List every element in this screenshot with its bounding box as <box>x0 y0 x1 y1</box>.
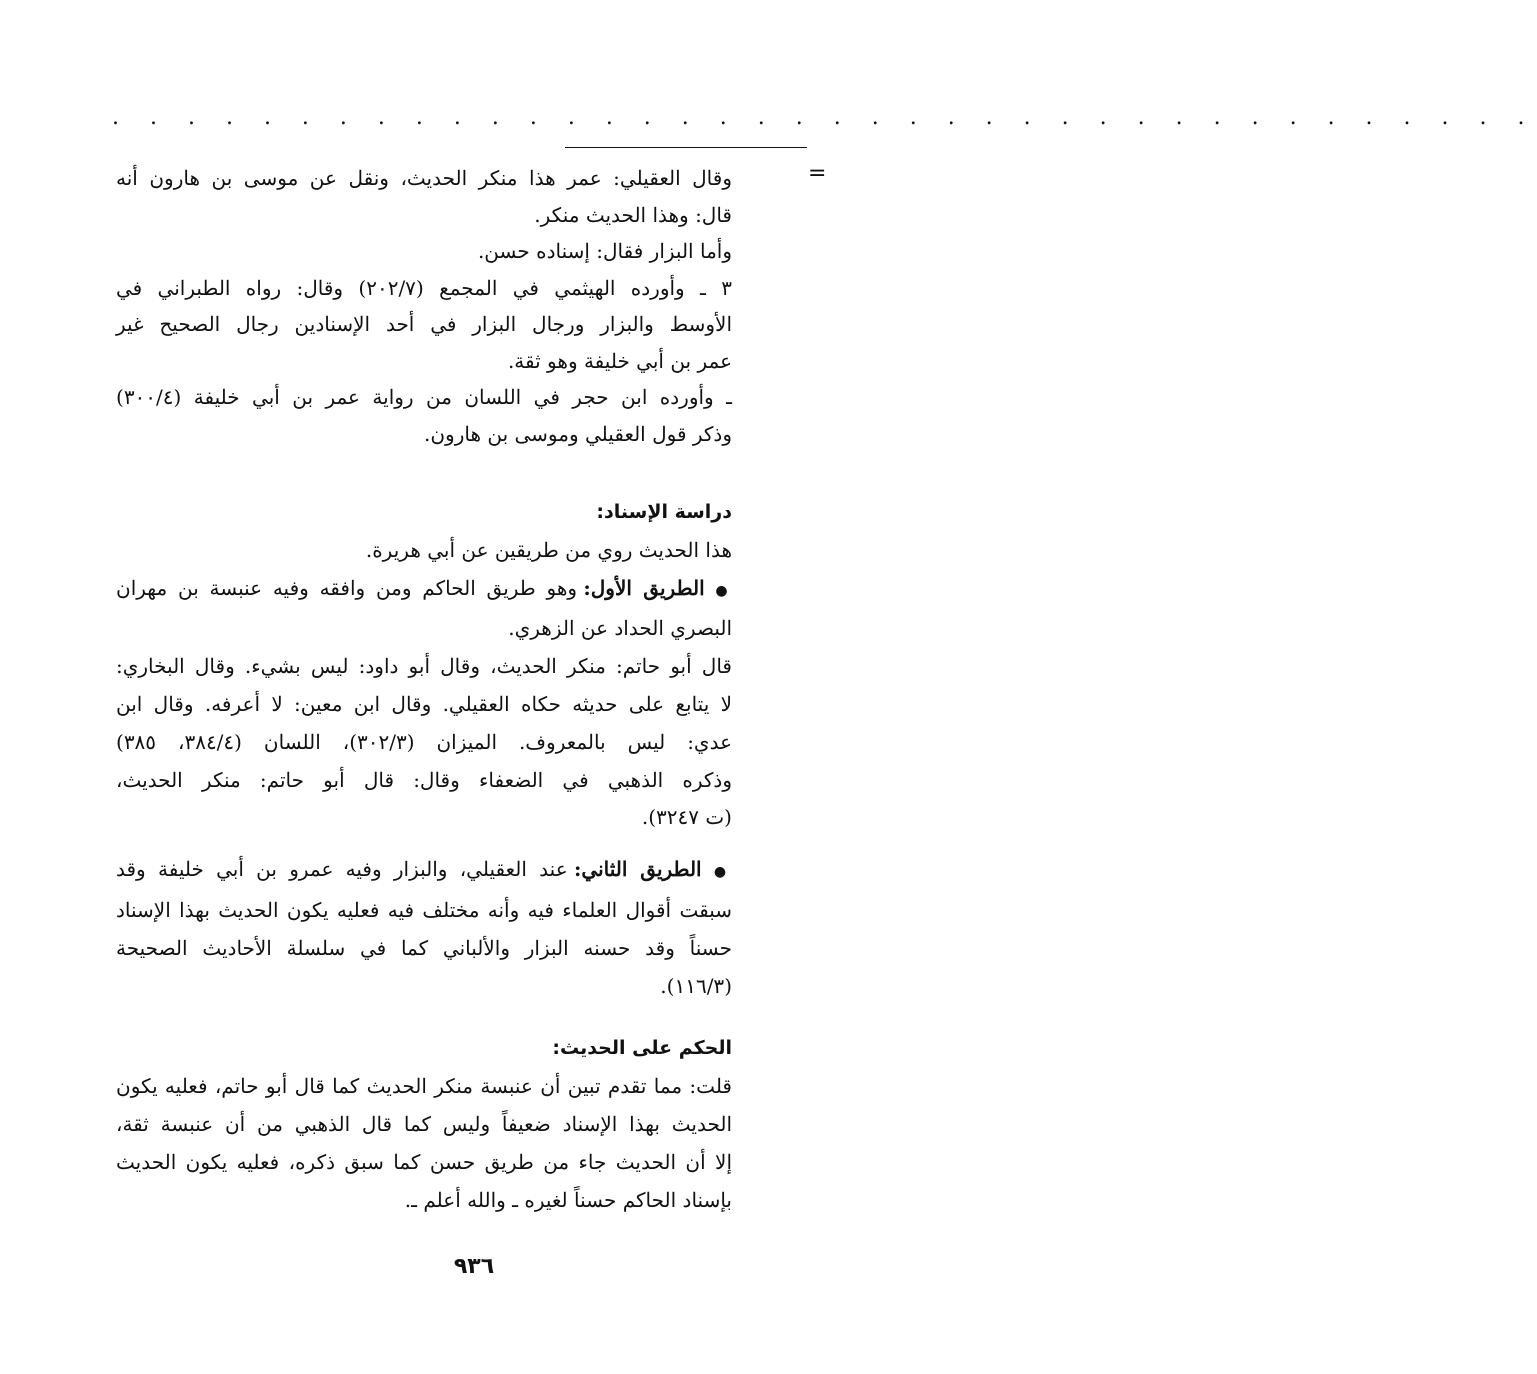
continuation-mark: = <box>808 161 827 186</box>
footnote-line: وقال العقيلي: عمر هذا منكر الحديث، ونقل عن موسى بن هارون أنه <box>116 166 732 190</box>
isnad-intro: هذا الحديث روي من طريقين عن أبي هريرة. <box>365 537 732 562</box>
first-path-detail: لا يتابع على حديثه حكاه العقيلي. وقال ابن معين: لا أعرفه. وقال ابن <box>116 691 732 716</box>
isnad-study-section <box>116 494 732 1005</box>
second-path-text: عند العقيلي، والبزار وفيه عمرو بن أبي خليفة وقد <box>116 857 575 882</box>
footnote-line: ٣ ـ وأورده الهيثمي في المجمع (٢٠٢/٧) وقال: رواه الطبراني في <box>116 275 732 300</box>
first-path-label: الطريق الأول: <box>583 575 705 600</box>
footnote-line: ـ وأورده ابن حجر في اللسان من رواية عمر بن أبي خليفة (٣٠٠/٤) <box>116 385 732 409</box>
second-path-detail: سبقت أقوال العلماء فيه وأنه مختلف فيه فعليه يكون الحديث بهذا الإسناد <box>116 897 732 922</box>
second-path-label: الطريق الثاني: <box>574 857 702 882</box>
footnote-rule <box>565 147 807 148</box>
second-path-line <box>116 851 732 892</box>
first-path-detail: عدي: ليس بالمعروف. الميزان (٣٠٢/٣)، اللسان (٣٨٤/٤، ٣٨٥) <box>116 729 733 754</box>
second-path-detail: حسناً وقد حسنه البزار والألباني كما في سلسلة الأحاديث الصحيحة <box>116 935 732 960</box>
first-path-line <box>116 570 732 611</box>
footnote-line: وذكر قول العقيلي وموسى بن هارون. <box>424 421 732 446</box>
ruling-line: الحديث بهذا الإسناد ضعيفاً وليس كما قال الذهبي من أن عنبسة ثقة، <box>116 1112 732 1136</box>
ruling-line: بإسناد الحاكم حسناً لغيره ـ والله أعلم ـ. <box>404 1188 732 1212</box>
bullet-icon: ● <box>715 582 733 599</box>
first-path-detail: وذكره الذهبي في الضعفاء وقال: قال أبو حاتم: منكر الحديث، <box>116 767 732 792</box>
footnote-line: وأما البزار فقال: إسناده حسن. <box>477 239 732 263</box>
ruling-heading: الحكم على الحديث: <box>552 1037 732 1059</box>
ruling-section <box>116 1029 732 1219</box>
page-number: ٩٣٦ <box>453 1254 495 1279</box>
footnote-line: الأوسط والبزار ورجال البزار في أحد الإسنادين رجال الصحيح غير <box>116 312 732 336</box>
bullet-icon: ● <box>713 864 733 881</box>
first-path-line-2: البصري الحداد عن الزهري. <box>508 616 732 641</box>
second-path-detail: (١١٦/٣). <box>660 973 732 998</box>
first-path-detail: (ت ٣٢٤٧). <box>641 805 732 830</box>
first-path-detail: قال أبو حاتم: منكر الحديث، وقال أبو داود: ليس بشيء. وقال البخاري: <box>116 654 732 679</box>
footnote-line: قال: وهذا الحديث منكر. <box>534 202 732 227</box>
ruling-line: قلت: مما تقدم تبين أن عنبسة منكر الحديث كما قال أبو حاتم، فعليه يكون <box>116 1074 732 1098</box>
footnote-line: عمر بن أبي خليفة وهو ثقة. <box>507 348 732 373</box>
first-path-text: وهو طريق الحاكم ومن وافقه وفيه عنبسة بن مهران <box>116 575 584 600</box>
ruling-line: إلا أن الحديث جاء من طريق حسن كما سبق ذكره، فعليه يكون الحديث <box>116 1150 732 1174</box>
isnad-study-heading: دراسة الإسناد: <box>596 501 732 523</box>
footnote-separator-dots: . . . . . . . . . . . . . . . . . . . . . . . . . . . . . . . . . . . . . . <box>112 105 1537 130</box>
footnotes-section <box>116 160 732 452</box>
